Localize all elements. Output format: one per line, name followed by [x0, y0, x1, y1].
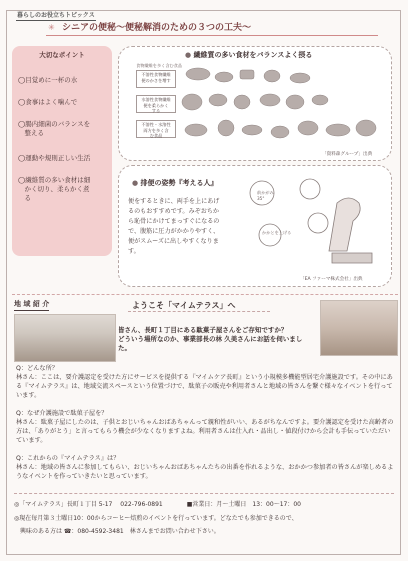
qa-question: Q：どんな所？: [16, 365, 58, 372]
footer-rule: [14, 493, 394, 494]
welcome-title: ようこそ「マイムテラス」へ: [132, 301, 236, 310]
posture-label: かかとを上げる: [262, 230, 292, 235]
footer-line: ◎現在毎月第３土曜日10：00からコーヒー焙煎のイベントを行っています。どなたでも参加できるので、: [14, 515, 298, 522]
food-illustrations: [180, 62, 388, 148]
fiber-title-text: 繊維質の多い食材をバランスよく摂る: [193, 51, 313, 59]
qa-question: Q：なぜ介護施設で駄菓子屋を？: [16, 410, 108, 417]
section-divider: [12, 294, 398, 295]
qa-question: Q：これからの『マイムテラス』は？: [16, 455, 120, 462]
footer-line: ◎「マイムテラス」長町１丁目 5-17 022-796-0891 ■営業日：月〜土曜日 13：00〜17：00: [14, 501, 301, 508]
footer-line: 興味のある方は ☎：080-4592-3481 林さんまでお問い合わせ下さい。: [14, 528, 220, 535]
point-item: ◯腸内細菌のバランスを 整える: [18, 120, 91, 137]
qa-answer: 林さん：地域の皆さんに参加してもらい、おじいちゃんおばあちゃんたちの出番を作れるような、おかかつ参加者の皆さんが楽しめるようなイベントを作っていきたいと思っています。: [16, 464, 394, 480]
fiber-category: 水溶性食物繊維 便を柔らかく する: [136, 95, 176, 113]
shop-photo: [14, 314, 116, 362]
point-item: ◯食事はよく噛んで: [18, 98, 78, 106]
fiber-credit: 「資料森グループ」出典: [322, 152, 373, 157]
posture-text: 便をするときに、両手を上にあげるのもおすすめです。みぞおちから恥骨にかけてまっすぐになるので、腹筋に圧力がかかりやすく、便がスムーズに出しやすくなります。: [128, 198, 220, 255]
qa-answer: 林さん：ここは、要介護認定を受けた方にサービスを提供する『マイムケア長町』という小規模多機能型居宅介護施設です。その中にある『マイムテラス』は、地域交流スペースという位置づけで、駄菓子の販売や利用者さんと地域の皆さんを繋ぐ様々なイベントを行っています。: [16, 374, 393, 399]
posture-credit: 「EA ファーマ株式会社」出典: [300, 277, 363, 282]
point-item: ◯運動や規則正しい生活: [18, 154, 91, 162]
posture-label: 前かがみ 35°: [257, 190, 274, 201]
section-tag: 暮らしのお役立ちトピックス: [17, 12, 95, 19]
interior-photo: [320, 300, 398, 356]
posture-title-text: 排便の姿勢『考える人』: [140, 179, 218, 187]
welcome-rule: [128, 311, 270, 312]
posture-title: ● 排便の姿勢『考える人』: [132, 179, 218, 187]
sparkle-icon: ✳: [48, 23, 55, 32]
points-box: [12, 46, 112, 256]
points-heading: 大切なポイント: [39, 51, 85, 59]
region-intro: 皆さん、長町１丁目にある駄菓子屋さんをご存知ですか？ どういう場所なのか、事業部長の林 久美さんにお話を伺いました。: [118, 326, 303, 352]
fiber-category: 不溶性食物繊維 便のかさを増す: [136, 70, 176, 88]
point-item: ◯繊維質の多い食材は細 かく切り、柔らかく煮 る: [18, 176, 91, 202]
fiber-category: 不溶性・水溶性 両方を多く含 む食品: [136, 120, 176, 138]
qa-answer: 林さん：駄菓子屋にしたのは、子供とおじいちゃんおばあちゃんって親和性がいい、あるがちなんですよ。要介護認定を受けた高齢者の方は、「ありがとう」と言ってもらう機会が少なくなりますよね。利用者さんは仕入れ・品出し・値段付けから会計も手伝っていただいています。: [16, 419, 394, 444]
posture-illustration: [232, 175, 382, 275]
page-title: [46, 22, 378, 36]
point-item: ◯目覚めに一杯の水: [18, 76, 78, 84]
fiber-subtitle: 食物繊維を多く含む食品: [136, 63, 183, 68]
fiber-title: ● 繊維質の多い食材をバランスよく摂る: [185, 51, 313, 59]
page-title-text: シニアの便秘〜便秘解消のための３つの工夫〜: [62, 23, 252, 33]
region-heading: 地 域 紹 介: [14, 299, 49, 311]
